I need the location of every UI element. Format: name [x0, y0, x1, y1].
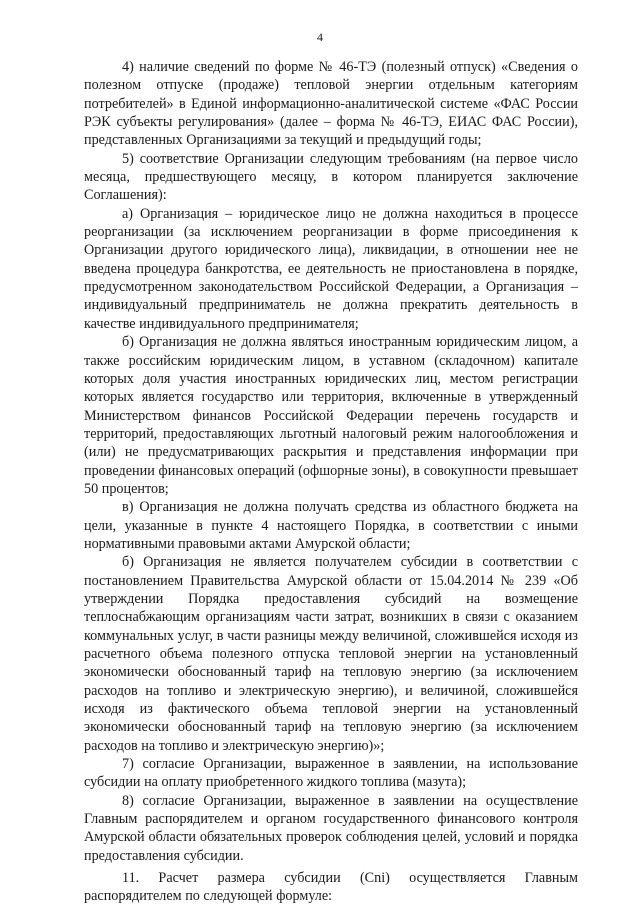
page-number: 4 — [317, 30, 323, 44]
document-body — [84, 58, 578, 906]
paragraph-item-7: 7) согласие Организации, выраженное в заявлении, на использование субсидии на оплату приобретенного жидкого топлива (мазута); — [84, 756, 578, 791]
paragraph-subitem-b: б) Организация не должна являться иностранным юридическим лицом, а также российским юридическим лицом, в уставном (складочном) капитале которых доля участия иностранных юридических лиц, местом регистрации которых является государство или территория, включенные в утвержденный Министерством финансов Российской Федерации перечень государств и территорий, предоставляющих льготный налоговый режим налогообложения и (или) не предусматривающих раскрытия и представления информации при проведении финансовых операций (офшорные зоны), в совокупности превышает 50 процентов; — [84, 334, 578, 497]
paragraph-subitem-a: а) Организация – юридическое лицо не должна находиться в процессе реорганизации (за исключением реорганизации в форме присоединения к Организации другого юридического лица), ликвидации, в отношении нее не введена процедура банкротства, ее деятельность не приостановлена в порядке, предусмотренном законодательством Российской Федерации, а Организация – индивидуальный предприниматель не должна прекратить деятельность в качестве индивидуального предпринимателя; — [84, 205, 578, 332]
paragraph-subitem-b-2: б) Организация не является получателем субсидии в соответствии с постановлением Правительства Амурской области от 15.04.2014 № 239 «Об утверждении Порядка предоставления субсидий на возмещение теплоснабжающим организациям части затрат, возникших в связи с оказанием коммунальных услуг, в части разницы между величиной, сложившейся исходя из расчетного объема полезного отпуска тепловой энергии на установленный экономически обоснованный тариф на тепловую энергию (за исключением расходов на топливо и электрическую энергию), и величиной, сложившейся исходя из фактического объема тепловой энергии на установленный экономически обоснованный тариф на тепловую энергию (за исключением расходов на топливо и электрическую энергию)»; — [84, 554, 578, 754]
paragraph-item-11: 11. Расчет размера субсидии (Сni) осуществляется Главным распорядителем по следующей формуле: — [84, 870, 578, 905]
paragraph-item-8: 8) согласие Организации, выраженное в заявлении на осуществление Главным распорядителем и органом государственного финансового контроля Амурской области обязательных проверок соблюдения целей, условий и порядка предоставления субсидии. — [84, 792, 578, 864]
paragraph-subitem-v: в) Организация не должна получать средства из областного бюджета на цели, указанные в пункте 4 настоящего Порядка, в соответствии с иными нормативными правовыми актами Амурской области; — [84, 499, 578, 552]
paragraph-item-4: 4) наличие сведений по форме № 46-ТЭ (полезный отпуск) «Сведения о полезном отпуске (продаже) тепловой энергии отдельным категориям потребителей» в Единой информационно-аналитической системе «ФАС России РЭК субъекты регулирования» (далее – форма № 46-ТЭ, ЕИАС ФАС России), представленных Организациями за текущий и предыдущий годы; — [84, 59, 578, 149]
paragraph-item-5: 5) соответствие Организации следующим требованиям (на первое число месяца, предшествующего месяцу, в котором планируется заключение Соглашения): — [84, 150, 578, 204]
